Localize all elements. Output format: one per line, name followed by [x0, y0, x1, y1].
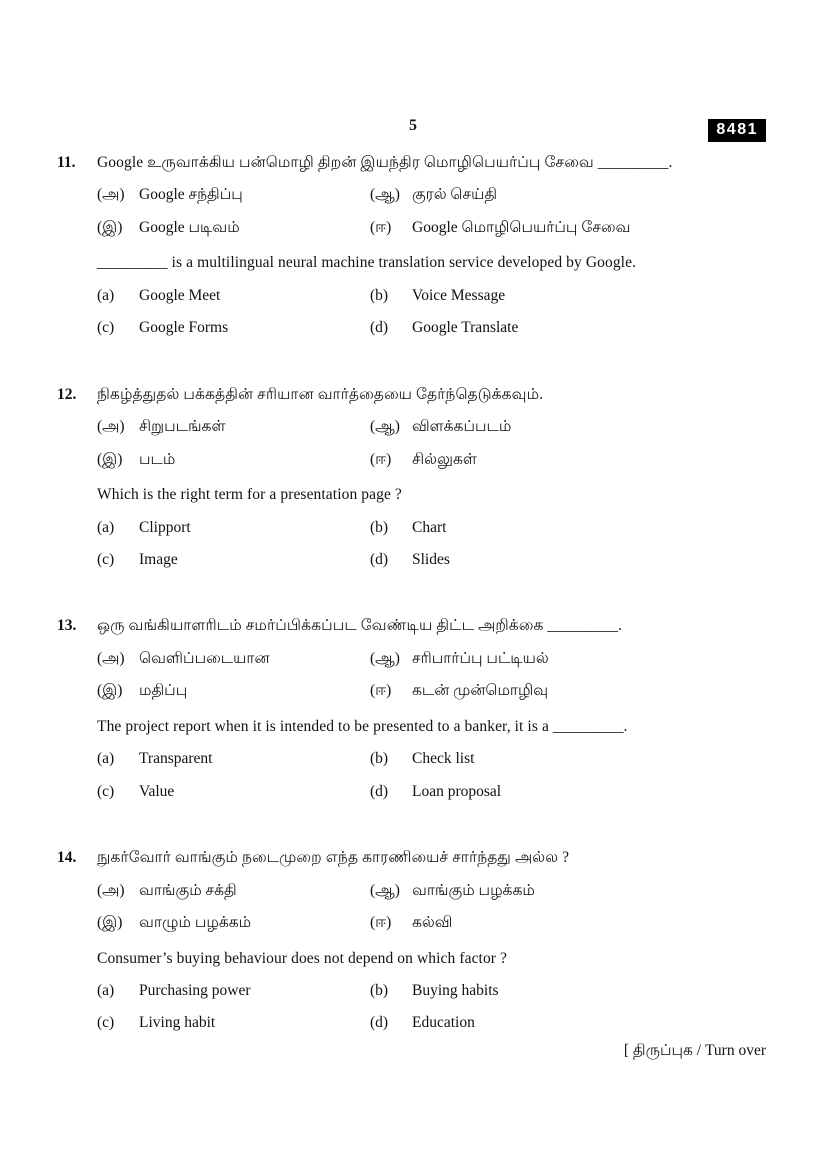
- option-label: (இ): [97, 914, 123, 932]
- option: [370, 881, 768, 901]
- question-text-english: _________ is a multilingual neural machine translation service developed by Google.: [97, 254, 637, 272]
- option-text: Purchasing power: [139, 981, 251, 999]
- option-label: (c): [97, 1014, 115, 1032]
- question-block: [0, 153, 826, 339]
- option: [97, 550, 370, 570]
- option: [97, 318, 370, 338]
- option-text: Google Meet: [139, 286, 221, 304]
- option-text: Loan proposal: [412, 782, 502, 800]
- option-label: (ஆ): [370, 881, 400, 899]
- option-text: Voice Message: [412, 286, 506, 304]
- option: [97, 881, 370, 901]
- option: [370, 185, 768, 205]
- option-row: [97, 450, 768, 470]
- option: [97, 782, 370, 802]
- question-text-english: Consumer’s buying behaviour does not depend on which factor ?: [97, 949, 508, 967]
- option-label: (b): [370, 750, 389, 768]
- question-body: [97, 848, 768, 1034]
- question-number: 11.: [57, 154, 76, 171]
- option-text: Buying habits: [412, 981, 499, 999]
- option-text: Living habit: [139, 1014, 216, 1032]
- question-block: [0, 385, 826, 571]
- option: [97, 1013, 370, 1033]
- option-row: [97, 518, 768, 538]
- option: [97, 913, 370, 933]
- option-text: குரல் செய்தி: [412, 186, 498, 204]
- option: [370, 782, 768, 802]
- option-row: [97, 550, 768, 570]
- question-body: [97, 385, 768, 571]
- option-label: (அ): [97, 881, 125, 899]
- option-row: [97, 318, 768, 338]
- option-text: வாழும் பழக்கம்: [139, 914, 252, 932]
- option-row: [97, 913, 768, 933]
- option-row: [97, 681, 768, 701]
- option-text: சரிபார்ப்பு பட்டியல்: [412, 649, 549, 667]
- option-label: (ஈ): [370, 450, 392, 468]
- option: [97, 286, 370, 306]
- option-label: (c): [97, 782, 115, 800]
- question-text-english: The project report when it is intended to be presented to a banker, it is a _________.: [97, 717, 628, 735]
- option: [97, 649, 370, 669]
- question-number: 12.: [57, 385, 77, 403]
- option-label: (d): [370, 782, 389, 800]
- option: [97, 450, 370, 470]
- option-row: [97, 1013, 768, 1033]
- option-text: Chart: [412, 518, 447, 536]
- question-text-tamil: ஒரு வங்கியாளரிடம் சமர்ப்பிக்கப்பட வேண்டிய திட்ட அறிக்கை _________.: [97, 617, 623, 635]
- option-row: [97, 981, 768, 1001]
- option: [97, 681, 370, 701]
- option-text: Value: [139, 782, 175, 800]
- option-text: கல்வி: [412, 914, 453, 932]
- option-text: Transparent: [139, 750, 213, 768]
- option-label: (b): [370, 981, 389, 999]
- option-label: (b): [370, 518, 389, 536]
- option-label: (ஈ): [370, 682, 392, 700]
- question-number: 13.: [57, 617, 77, 635]
- option-text: வாங்கும் பழக்கம்: [412, 881, 535, 899]
- option-text: Google Translate: [412, 319, 519, 337]
- option-text: Clipport: [139, 518, 191, 536]
- option: [97, 417, 370, 437]
- option-label: (a): [97, 981, 115, 999]
- option: [370, 518, 768, 538]
- option: [370, 417, 768, 437]
- question-text-tamil: Google உருவாக்கிய பன்மொழி திறன் இயந்திர மொழிபெயர்ப்பு சேவை _________.: [97, 154, 673, 171]
- question-number: 14.: [57, 849, 77, 867]
- option: [97, 518, 370, 538]
- option: [370, 218, 768, 238]
- option: [97, 749, 370, 769]
- option: [370, 749, 768, 769]
- option-text: Education: [412, 1014, 475, 1032]
- option-label: (ஈ): [370, 914, 392, 932]
- option-label: (d): [370, 550, 389, 568]
- option-text: விளக்கப்படம்: [412, 418, 512, 436]
- option-text: Check list: [412, 750, 475, 768]
- option-label: (b): [370, 286, 389, 304]
- option: [97, 218, 370, 238]
- option: [97, 981, 370, 1001]
- option: [370, 981, 768, 1001]
- question-body: [97, 153, 768, 339]
- option: [370, 649, 768, 669]
- option-text: Image: [139, 550, 178, 568]
- option-text: Google படிவம்: [139, 218, 240, 236]
- option-text: கடன் முன்மொழிவு: [412, 682, 549, 700]
- option-text: சிறுபடங்கள்: [139, 418, 226, 436]
- question-body: [97, 616, 768, 802]
- option-label: (ஆ): [370, 186, 400, 204]
- question-text-tamil: நுகர்வோர் வாங்கும் நடைமுறை எந்த காரணியைச் சார்ந்தது அல்ல ?: [97, 849, 570, 867]
- option-label: (இ): [97, 218, 123, 236]
- option-text: Google Forms: [139, 319, 229, 337]
- option-row: [97, 417, 768, 437]
- option-label: (ஈ): [370, 218, 392, 236]
- question-block: [0, 848, 826, 1034]
- option-row: [97, 286, 768, 306]
- option-label: (அ): [97, 649, 125, 667]
- option-label: (d): [370, 319, 389, 337]
- option-label: (a): [97, 518, 115, 536]
- footer-turn-over: [ திருப்புக / Turn over: [623, 1042, 766, 1059]
- question-text-english: Which is the right term for a presentation page ?: [97, 486, 402, 504]
- option-row: [97, 649, 768, 669]
- question-text-tamil: நிகழ்த்துதல் பக்கத்தின் சரியான வார்த்தையை தேர்ந்தெடுக்கவும்.: [97, 385, 544, 403]
- option: [370, 318, 768, 338]
- option: [97, 185, 370, 205]
- option-label: (இ): [97, 450, 123, 468]
- exam-code-badge: 8481: [708, 119, 766, 142]
- option: [370, 681, 768, 701]
- option-label: (a): [97, 286, 115, 304]
- option: [370, 913, 768, 933]
- option-row: [97, 881, 768, 901]
- option-row: [97, 782, 768, 802]
- option-label: (இ): [97, 682, 123, 700]
- option-label: (அ): [97, 186, 125, 204]
- page-number: 5: [409, 117, 417, 134]
- option: [370, 286, 768, 306]
- option: [370, 450, 768, 470]
- option-label: (c): [97, 319, 115, 337]
- option-text: Slides: [412, 550, 450, 568]
- option-label: (d): [370, 1014, 389, 1032]
- option-label: (ஆ): [370, 649, 400, 667]
- option-text: Google மொழிபெயர்ப்பு சேவை: [412, 218, 631, 236]
- option-text: படம்: [139, 450, 176, 468]
- option-label: (அ): [97, 418, 125, 436]
- option-row: [97, 185, 768, 205]
- questions-section: [0, 153, 826, 1080]
- option-text: மதிப்பு: [139, 682, 188, 700]
- option-row: [97, 749, 768, 769]
- option-label: (ஆ): [370, 418, 400, 436]
- option: [370, 550, 768, 570]
- option-text: வாங்கும் சக்தி: [139, 881, 237, 899]
- option-text: சில்லுகள்: [412, 450, 477, 468]
- question-block: [0, 616, 826, 802]
- option-label: (c): [97, 550, 115, 568]
- option-text: Google சந்திப்பு: [139, 186, 243, 204]
- option-text: வெளிப்படையான: [139, 649, 270, 667]
- option-row: [97, 218, 768, 238]
- option: [370, 1013, 768, 1033]
- option-label: (a): [97, 750, 115, 768]
